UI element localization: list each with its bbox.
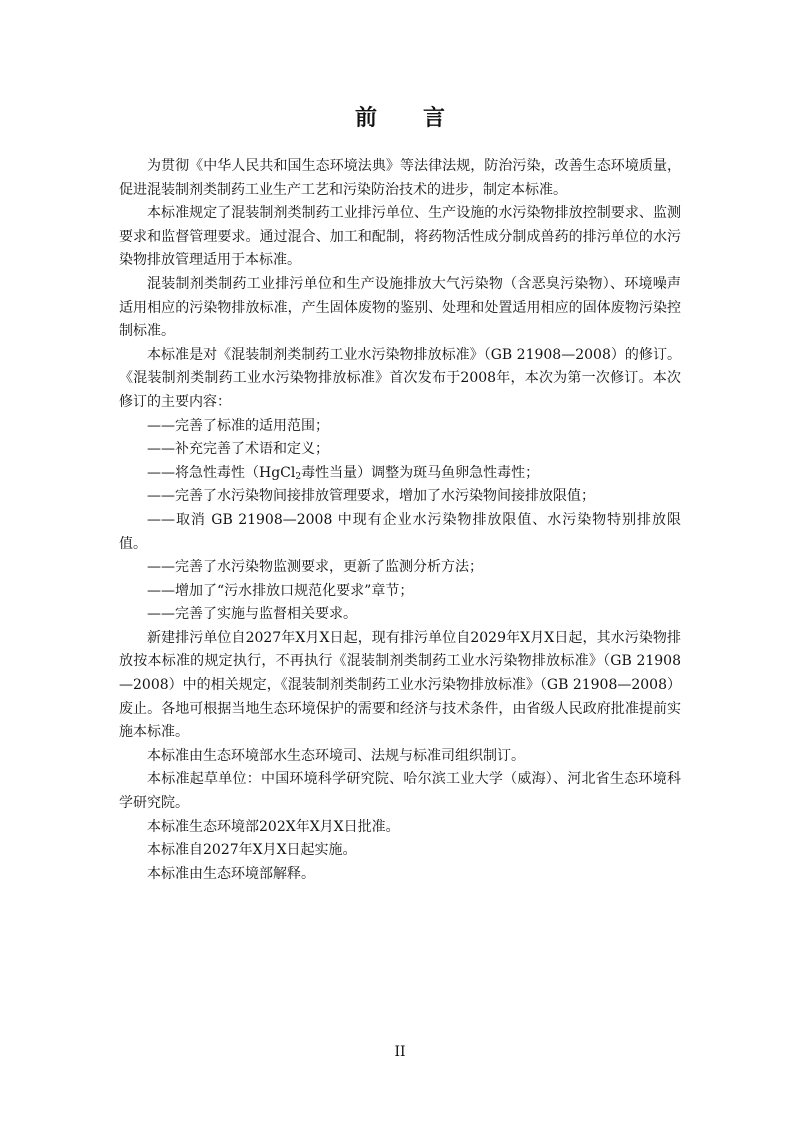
revision-item: ——增加了“污水排放口规范化要求”章节； [147,582,414,599]
page-number: II [394,1044,406,1060]
revision-item: ——完善了水污染物监测要求，更新了监测分析方法； [147,559,483,576]
paragraph-approval: 本标准生态环境部202X年X月X日批准。 [147,818,400,835]
revision-item: ——完善了水污染物间接排放管理要求，增加了水污染物间接排放限值； [147,488,595,505]
paragraph-drafters: 本标准起草单位：中国环境科学研究院、哈尔滨工业大学（威海）、河北省生态环境科学研究院。 [119,771,681,812]
revision-item: ——取消 GB 21908—2008 中现有企业水污染物排放限值、水污染物特别排放限值。 [119,511,681,552]
paragraph-interpretation: 本标准由生态环境部解释。 [147,865,315,882]
paragraph-implementation: 本标准自2027年X月X日起实施。 [147,842,357,859]
foreword-body [119,155,681,886]
revision-item: ——完善了实施与监督相关要求。 [147,606,357,623]
revision-item-text: ——将急性毒性（HgCl [147,464,296,481]
paragraph-effective-dates: 新建排污单位自2027年X月X日起，现有排污单位自2029年X月X日起，其水污染物排放按本标准的规定执行，不再执行《混装制剂类制药工业水污染物排放标准》（GB 21908—2008）中的相关规定，《混装制剂类制药工业水污染物排放标准》（GB 21908—2008）废止。各地可根据当地生态环境保护的需要和经济与技术条件，由省级人民政府批准提前实施本标准。 [119,629,681,741]
paragraph-purpose: 为贯彻《中华人民共和国生态环境法典》等法律法规，防治污染，改善生态环境质量，促进混装制剂类制药工业生产工艺和污染防治技术的进步，制定本标准。 [119,158,681,198]
page-title: 前言 [354,105,491,131]
revision-item-toxicity [119,462,681,486]
revision-item-text: 毒性当量）调整为斑马鱼卵急性毒性； [301,464,540,481]
paragraph-revision-intro: 本标准是对《混装制剂类制药工业水污染物排放标准》（GB 21908—2008）的修订。《混装制剂类制药工业水污染物排放标准》首次发布于2008年，本次为第一次修订。本次修订的主要内容： [119,346,681,410]
paragraph-scope: 本标准规定了混装制剂类制药工业排污单位、生产设施的水污染物排放控制要求、监测要求和监督管理要求。通过混合、加工和配制，将药物活性成分制成兽药的排污单位的水污染物排放管理适用于本标准。 [119,205,681,269]
revision-item: ——完善了标准的适用范围； [147,417,329,434]
revision-item: ——补充完善了术语和定义； [147,441,329,458]
subscript: 2 [295,471,302,482]
paragraph-organizer: 本标准由生态环境部水生态环境司、法规与标准司组织制订。 [147,747,525,764]
paragraph-related-standards: 混装制剂类制药工业排污单位和生产设施排放大气污染物（含恶臭污染物）、环境噪声适用相应的污染物排放标准，产生固体废物的鉴别、处理和处置适用相应的固体废物污染控制标准。 [119,275,681,340]
